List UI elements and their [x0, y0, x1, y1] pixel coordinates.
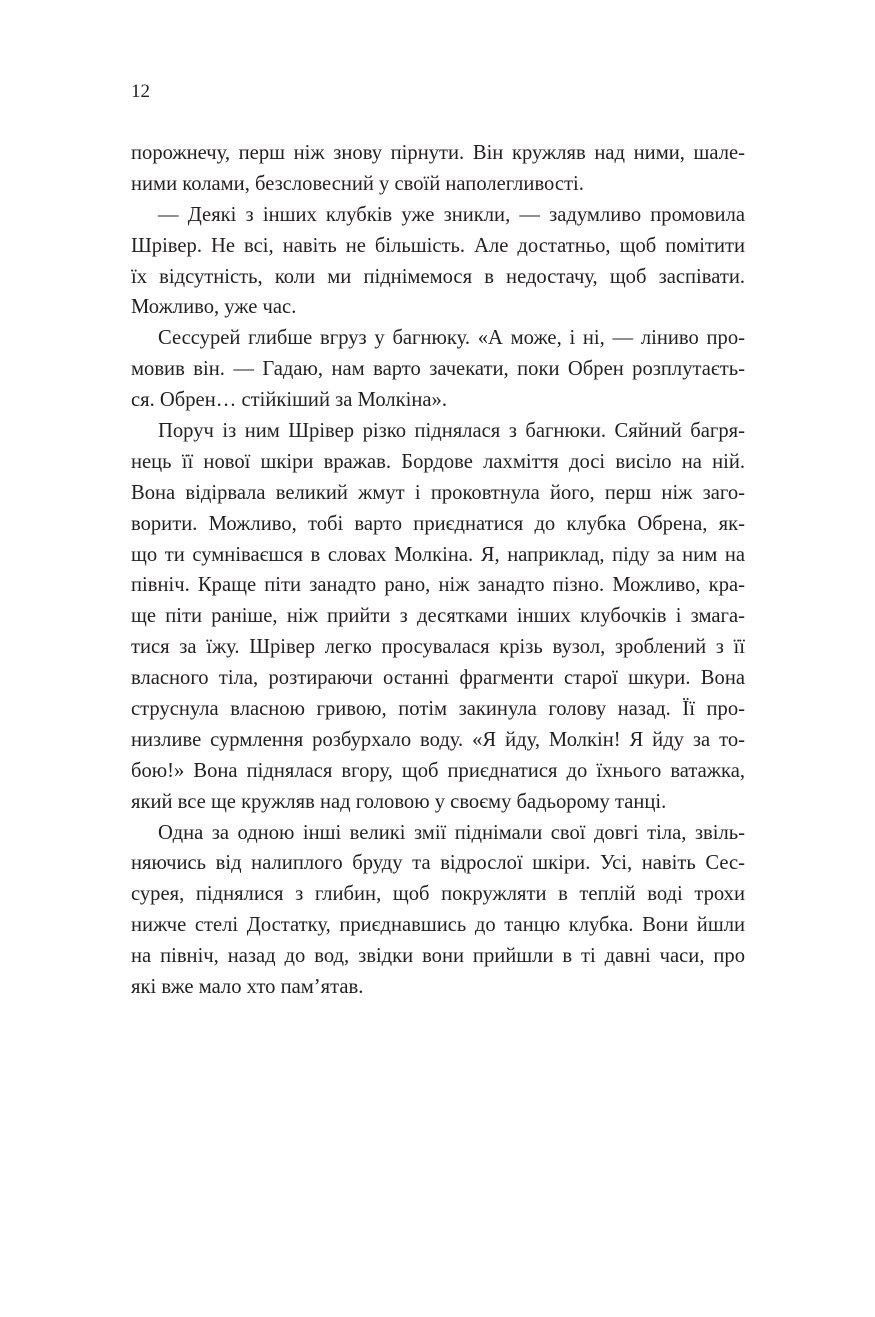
text-line: ся. Обрен… стійкіший за Молкіна».	[131, 389, 447, 412]
text-line: струснула власною гривою, потім закинула голову назад. Її про-	[131, 698, 745, 721]
text-line: сурея, піднялися з глибин, щоб покружляти в теплій воді трохи	[131, 883, 745, 906]
text-line: Одна за одною інші великі змії піднімали свої довгі тіла, звіль-	[158, 821, 745, 844]
text-line: — Деякі з інших клубків уже зникли, — задумливо промовила	[158, 203, 745, 226]
text-line: нець її нової шкіри вражав. Бордове лахміття досі висіло на ній.	[131, 450, 745, 473]
text-line: на північ, назад до вод, звідки вони прийшли в ті давні часи, про	[131, 945, 745, 968]
text-line: ворити. Можливо, тобі варто приєднатися до клубка Обрена, як-	[131, 512, 745, 535]
text-line: який все ще кружляв над головою у своєму бадьорому танці.	[131, 790, 667, 813]
text-line: мовив він. — Гадаю, нам варто зачекати, поки Обрен розплутаєть-	[131, 358, 745, 381]
text-line: які вже мало хто пам’ятав.	[131, 976, 364, 999]
text-line: їх відсутність, коли ми піднімемося в недостачу, щоб заспівати.	[131, 265, 745, 288]
text-line: низливе сурмлення розбурхало воду. «Я йду, Молкін! Я йду за то-	[131, 728, 745, 751]
text-line: що ти сумніваєшся в словах Молкіна. Я, наприклад, піду за ним на	[131, 543, 745, 566]
text-line: Шрівер. Не всі, навіть не більшість. Але достатньо, щоб помітити	[131, 234, 745, 257]
text-line: північ. Краще піти занадто рано, ніж занадто пізно. Можливо, кра-	[131, 574, 745, 597]
text-line: тися за їжу. Шрівер легко просувалася крізь вузол, зроблений з її	[131, 636, 745, 659]
body-text	[131, 138, 745, 1003]
text-line: Вона відірвала великий жмут і проковтнула його, перш ніж заго-	[131, 481, 745, 504]
text-line: ще піти раніше, ніж прийти з десятками інших клубочків і змага-	[131, 605, 745, 628]
text-line: Поруч із ним Шрівер різко піднялася з багнюки. Сяйний багря-	[158, 420, 745, 443]
text-line: ними колами, безсловесний у своїй наполегливості.	[131, 172, 584, 195]
text-line: власного тіла, розтираючи останні фрагменти старої шкури. Вона	[131, 667, 745, 690]
text-line: няючись від налиплого бруду та відрослої шкіри. Усі, навіть Сес-	[131, 852, 745, 875]
text-line: нижче стелі Достатку, приєднавшись до танцю клубка. Вони йшли	[131, 914, 745, 937]
page-number: 12	[131, 81, 150, 102]
text-line: порожнечу, перш ніж знову пірнути. Він кружляв над ними, шале-	[131, 142, 745, 164]
text-line: Можливо, уже час.	[131, 296, 297, 319]
text-line: Сессурей глибше вгруз у багнюку. «А може, і ні, — ліниво про-	[158, 327, 745, 350]
text-line: бою!» Вона піднялася вгору, щоб приєднатися до їхнього ватажка,	[131, 759, 745, 782]
